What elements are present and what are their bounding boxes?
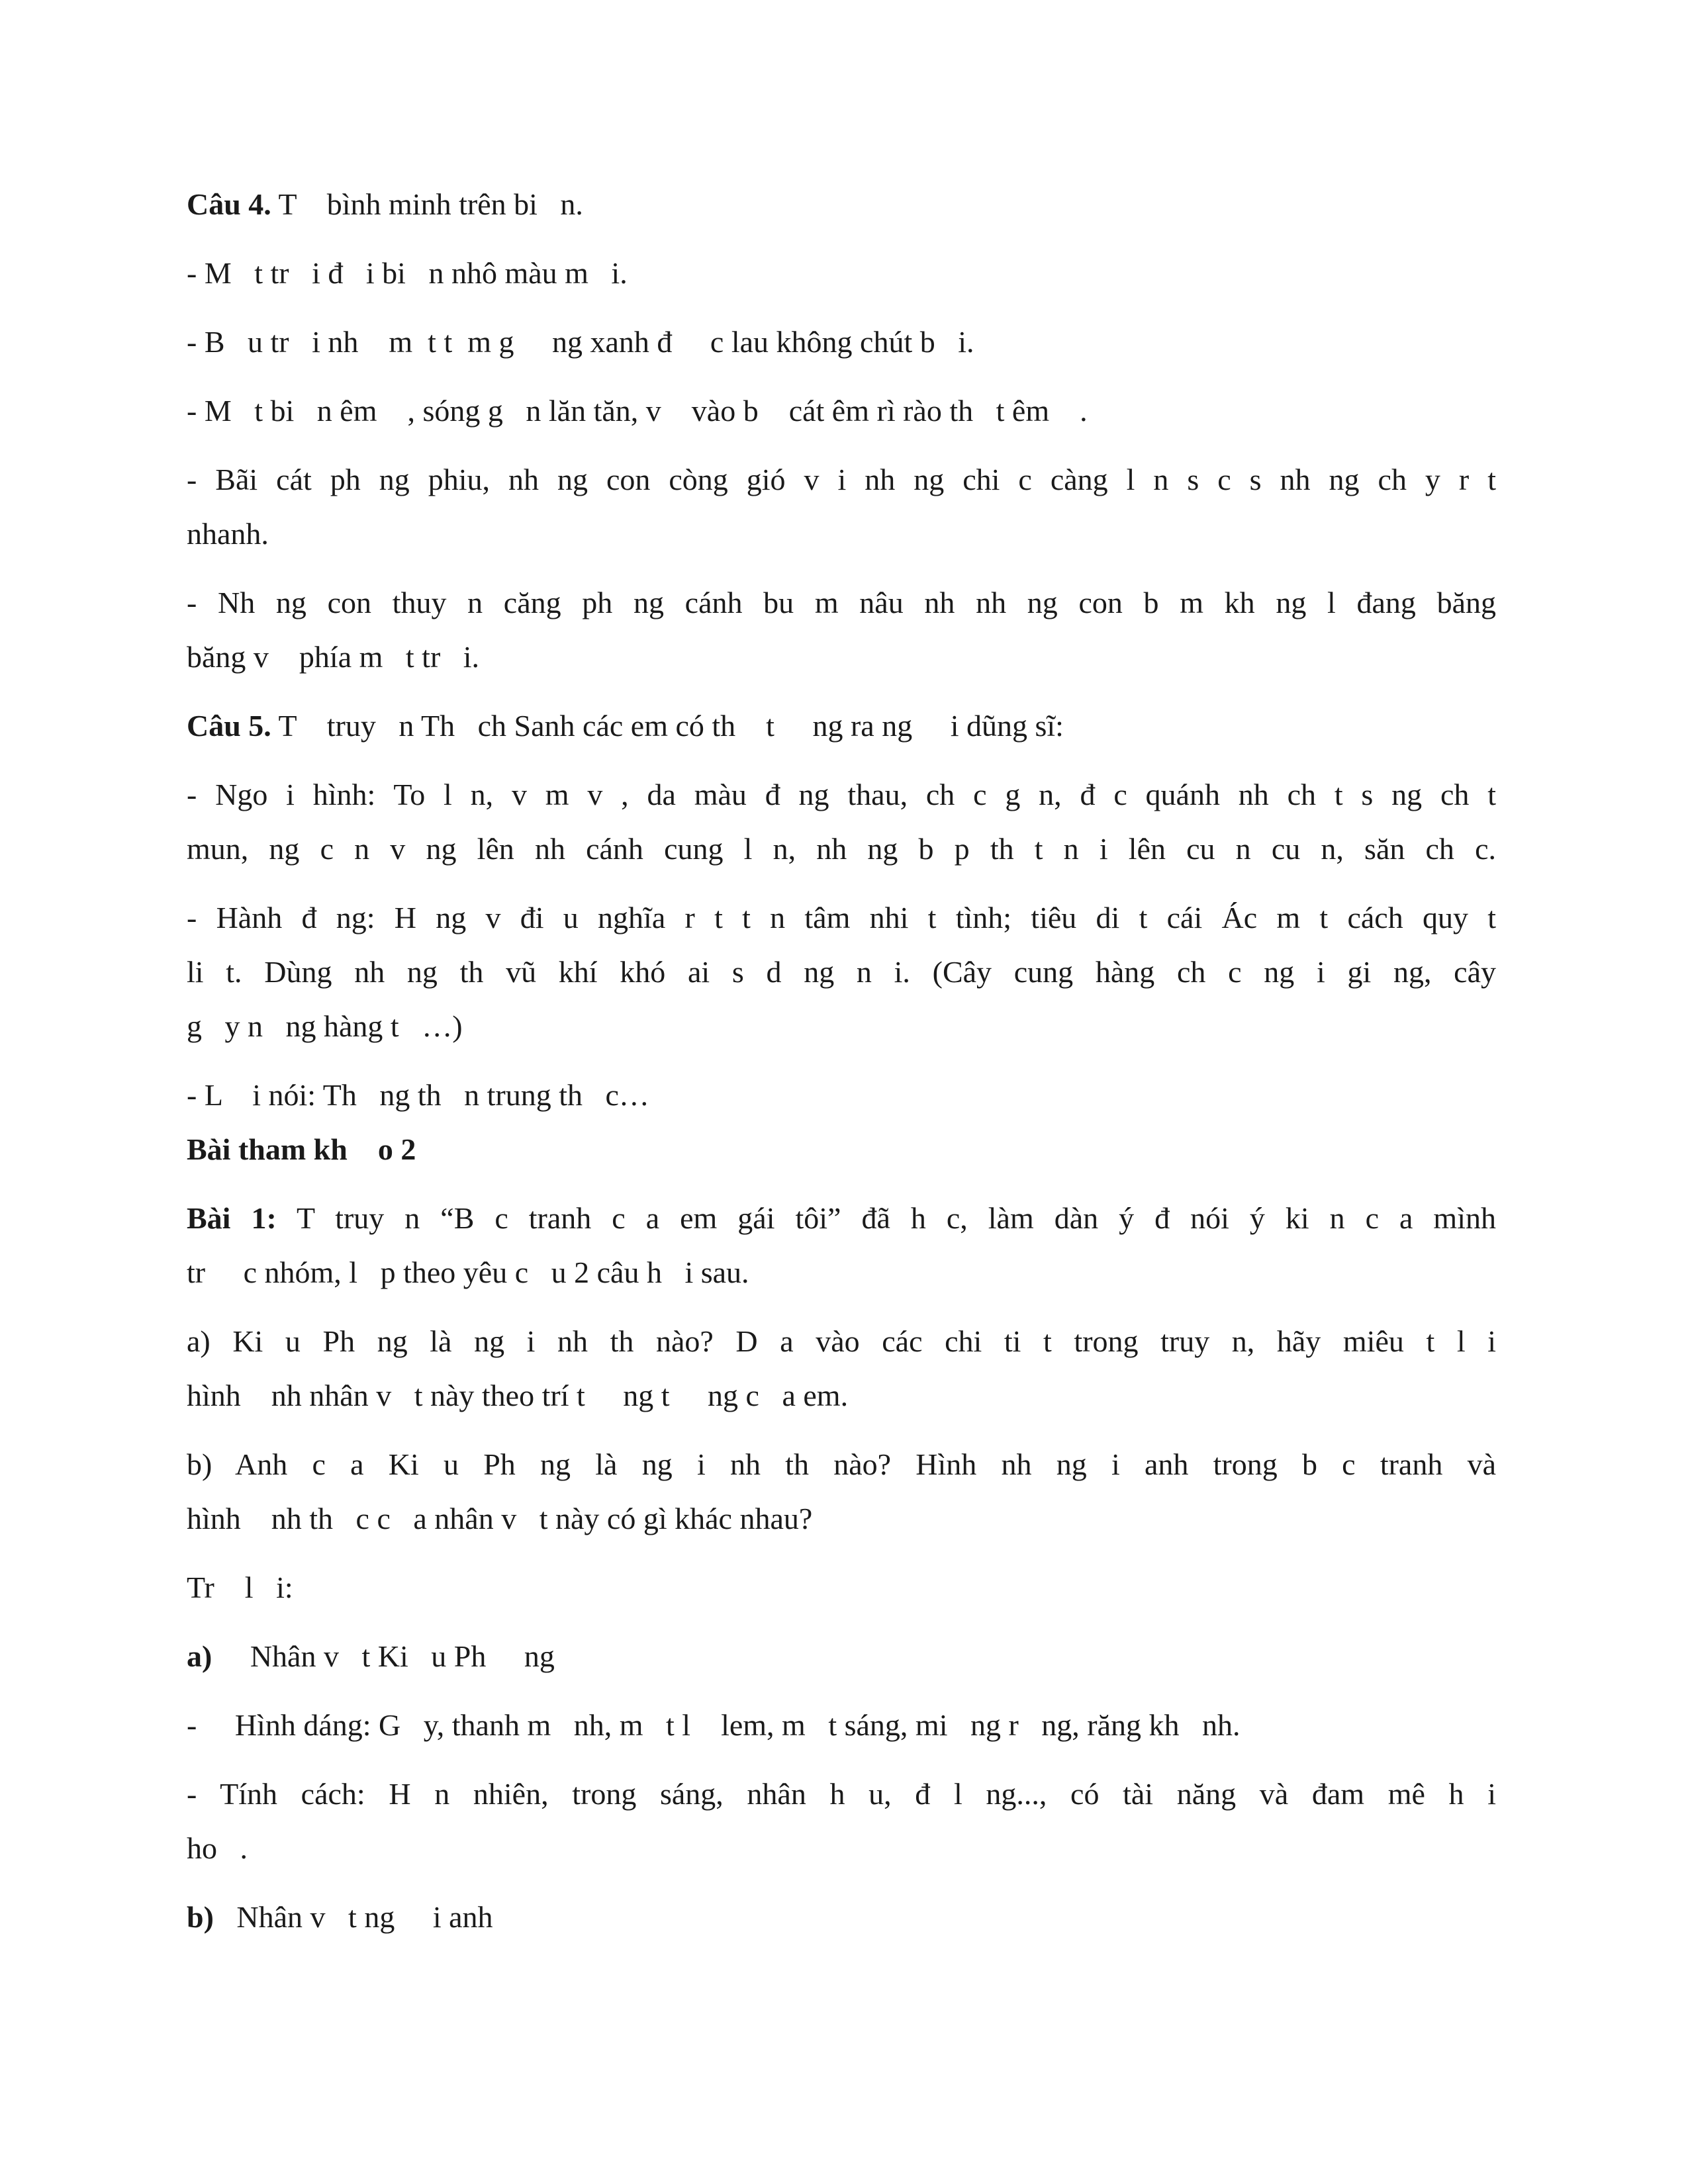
question-a: a) Ki u Ph ng là ng i nh th nào? D a vào các chi ti t trong truy n, hãy miêu t l i <box>187 1324 1496 1358</box>
text-line: - L i nói: Th ng th n trung th c… <box>187 1078 649 1112</box>
label-bold: a) <box>187 1639 212 1673</box>
text-line: mun, ng c n v ng lên nh cánh cung l n, nh ng b p th t n i lên cu n cu n, săn ch c. <box>187 832 1496 866</box>
text-line: - B u tr i nh m t t m g ng xanh đ c lau không chút b i. <box>187 325 974 359</box>
text-line: tr c nhóm, l p theo yêu c u 2 câu h i sau. <box>187 1255 749 1289</box>
text-line: - Hành đ ng: H ng v đi u nghĩa r t t n tâm nhi t tình; tiêu di t cái Ác m t cách quy t <box>187 901 1496 934</box>
text-line: nhanh. <box>187 517 269 551</box>
text-line: băng v phía m t tr i. <box>187 640 480 674</box>
text: Nhân v t Ki u Ph ng <box>212 1639 555 1673</box>
text: T truy n Th ch Sanh các em có th t ng ra ng i dũng sĩ: <box>271 709 1064 743</box>
text-line: li t. Dùng nh ng th vũ khí khó ai s d ng n i. (Cây cung hàng ch c ng i gi ng, cây <box>187 955 1496 989</box>
text-line: - Hình dáng: G y, thanh m nh, m t l lem, m t sáng, mi ng r ng, răng kh nh. <box>187 1708 1241 1742</box>
label-bold: Bài 1: <box>187 1201 277 1235</box>
text-line: - Tính cách: H n nhiên, trong sáng, nhân h u, đ l ng..., có tài năng và đam mê h i <box>187 1777 1496 1811</box>
answer-b <box>187 1902 493 1933</box>
text-line: ho . <box>187 1831 248 1865</box>
text-line: - M t bi n êm , sóng g n lăn tăn, v vào b cát êm rì rào th t êm . <box>187 394 1088 428</box>
text: T bình minh trên bi n. <box>271 187 583 221</box>
heading-cau-4 <box>187 189 583 220</box>
section-title: Bài tham kh o 2 <box>187 1132 416 1166</box>
text-line: - Nh ng con thuy n căng ph ng cánh bu m nâu nh nh ng con b m kh ng l đang băng <box>187 586 1496 619</box>
question-b: b) Anh c a Ki u Ph ng là ng i nh th nào? Hình nh ng i anh trong b c tranh và <box>187 1447 1496 1481</box>
text-line: - Bãi cát ph ng phiu, nh ng con còng gió v i nh ng chi c càng l n s c s nh ng ch y r t <box>187 463 1496 496</box>
heading-bai-1 <box>187 1203 1496 1234</box>
text-line: hình nh th c c a nhân v t này có gì khác nhau? <box>187 1502 813 1535</box>
text: T truy n “B c tranh c a em gái tôi” đã h c, làm dàn ý đ nói ý ki n c a mình <box>276 1201 1496 1235</box>
text-line: hình nh nhân v t này theo trí t ng t ng c a em. <box>187 1379 849 1412</box>
label-bold: Câu 5. <box>187 709 271 743</box>
answer-label: Tr l i: <box>187 1570 293 1604</box>
text: Nhân v t ng i anh <box>213 1900 493 1934</box>
text-line: g y n ng hàng t …) <box>187 1009 463 1043</box>
label-bold: b) <box>187 1900 214 1934</box>
answer-a <box>187 1641 555 1672</box>
heading-cau-5 <box>187 711 1064 741</box>
text-line: - M t tr i đ i bi n nhô màu m i. <box>187 256 628 290</box>
text-line: - Ngo i hình: To l n, v m v , da màu đ ng thau, ch c g n, đ c quánh nh ch t s ng ch t <box>187 778 1496 811</box>
label-bold: Câu 4. <box>187 187 271 221</box>
